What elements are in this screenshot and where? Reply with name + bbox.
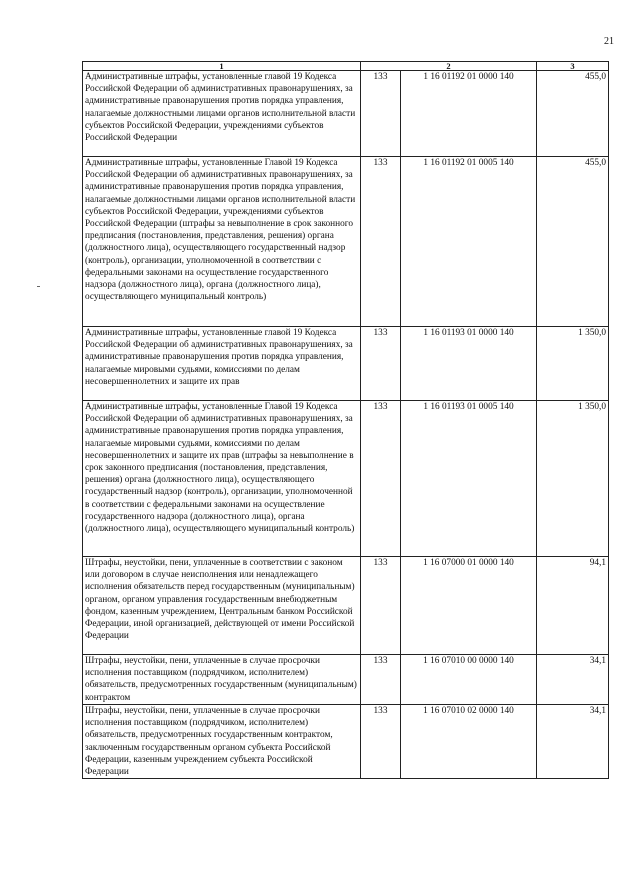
row-sum: 94,1 [537, 557, 609, 655]
row-budget-code: 1 16 07010 00 0000 140 [401, 655, 537, 705]
row-budget-code: 1 16 07010 02 0000 140 [401, 705, 537, 779]
row-sum: 455,0 [537, 71, 609, 157]
column-header-code: 2 [361, 62, 537, 71]
table-row [83, 655, 609, 705]
row-admin-code: 133 [361, 655, 401, 705]
scan-mark [37, 286, 40, 287]
row-sum: 34,1 [537, 655, 609, 705]
row-name: Штрафы, неустойки, пени, уплаченные в соответствии с законом или договором в случае неисполнения или ненадлежащего исполнения обязательств перед государственным (муниципальным) органом, органом управления государственным внебюджетным фондом, казенным учреждением, Центральным банком Российской Федерации, иной организацией, действующей от имени Российской Федерации [83, 557, 361, 655]
row-admin-code: 133 [361, 557, 401, 655]
table-row [83, 401, 609, 557]
row-admin-code: 133 [361, 705, 401, 779]
revenue-table [82, 61, 609, 779]
page-number: 21 [604, 36, 614, 47]
row-admin-code: 133 [361, 401, 401, 557]
table-row [83, 71, 609, 157]
row-budget-code: 1 16 01193 01 0005 140 [401, 401, 537, 557]
column-header-sum: 3 [537, 62, 609, 71]
row-budget-code: 1 16 07000 01 0000 140 [401, 557, 537, 655]
row-admin-code: 133 [361, 157, 401, 327]
row-sum: 1 350,0 [537, 327, 609, 401]
table-header-row [83, 62, 609, 71]
row-name: Административные штрафы, установленные Главой 19 Кодекса Российской Федерации об административных правонарушениях, за административные правонарушения против порядка управления, налагаемые мировыми судьями, комиссиями по делам несовершеннолетних и защите их прав (штрафы за невыполнение в срок законного предписания (постановления, представления, решения) органа (должностного лица), осуществляющего государственный надзор (контроль), организации, уполномоченной в соответствии с федеральными законами на осуществление государственного надзора (должностного лица), органа (должностного лица), осуществляющего муниципальный контроль) [83, 401, 361, 557]
row-name: Административные штрафы, установленные главой 19 Кодекса Российской Федерации об административных правонарушениях, за административные правонарушения против порядка управления, налагаемые должностными лицами органов исполнительной власти субъектов Российской Федерации, учреждениями субъектов Российской Федерации [83, 71, 361, 157]
row-budget-code: 1 16 01192 01 0005 140 [401, 157, 537, 327]
table-row [83, 157, 609, 327]
column-header-name: 1 [83, 62, 361, 71]
row-budget-code: 1 16 01192 01 0000 140 [401, 71, 537, 157]
row-name: Административные штрафы, установленные главой 19 Кодекса Российской Федерации об административных правонарушениях, за административные правонарушения против порядка управления, налагаемые мировыми судьями, комиссиями по делам несовершеннолетних и защите их прав [83, 327, 361, 401]
row-name: Штрафы, неустойки, пени, уплаченные в случае просрочки исполнения поставщиком (подрядчиком, исполнителем) обязательств, предусмотренных государственным (муниципальным) контрактом [83, 655, 361, 705]
table-row [83, 327, 609, 401]
row-name: Штрафы, неустойки, пени, уплаченные в случае просрочки исполнения поставщиком (подрядчиком, исполнителем) обязательств, предусмотренных государственным контрактом, заключенным государственным органом субъекта Российской Федерации, казенным учреждением субъекта Российской Федерации [83, 705, 361, 779]
table-row [83, 705, 609, 779]
row-name: Административные штрафы, установленные Главой 19 Кодекса Российской Федерации об административных правонарушениях, за административные правонарушения против порядка управления, налагаемые должностными лицами органов исполнительной власти субъектов Российской Федерации, учреждениями субъектов Российской Федерации (штрафы за невыполнение в срок законного предписания (постановления, представления, решения) органа (должностного лица), осуществляющего государственный надзор (контроль), организации, уполномоченной в соответствии с федеральными законами на осуществление государственного надзора (должностного лица), органа (должностного лица), осуществляющего муниципальный контроль) [83, 157, 361, 327]
row-admin-code: 133 [361, 327, 401, 401]
row-sum: 34,1 [537, 705, 609, 779]
row-sum: 455,0 [537, 157, 609, 327]
row-admin-code: 133 [361, 71, 401, 157]
row-sum: 1 350,0 [537, 401, 609, 557]
table-row [83, 557, 609, 655]
row-budget-code: 1 16 01193 01 0000 140 [401, 327, 537, 401]
